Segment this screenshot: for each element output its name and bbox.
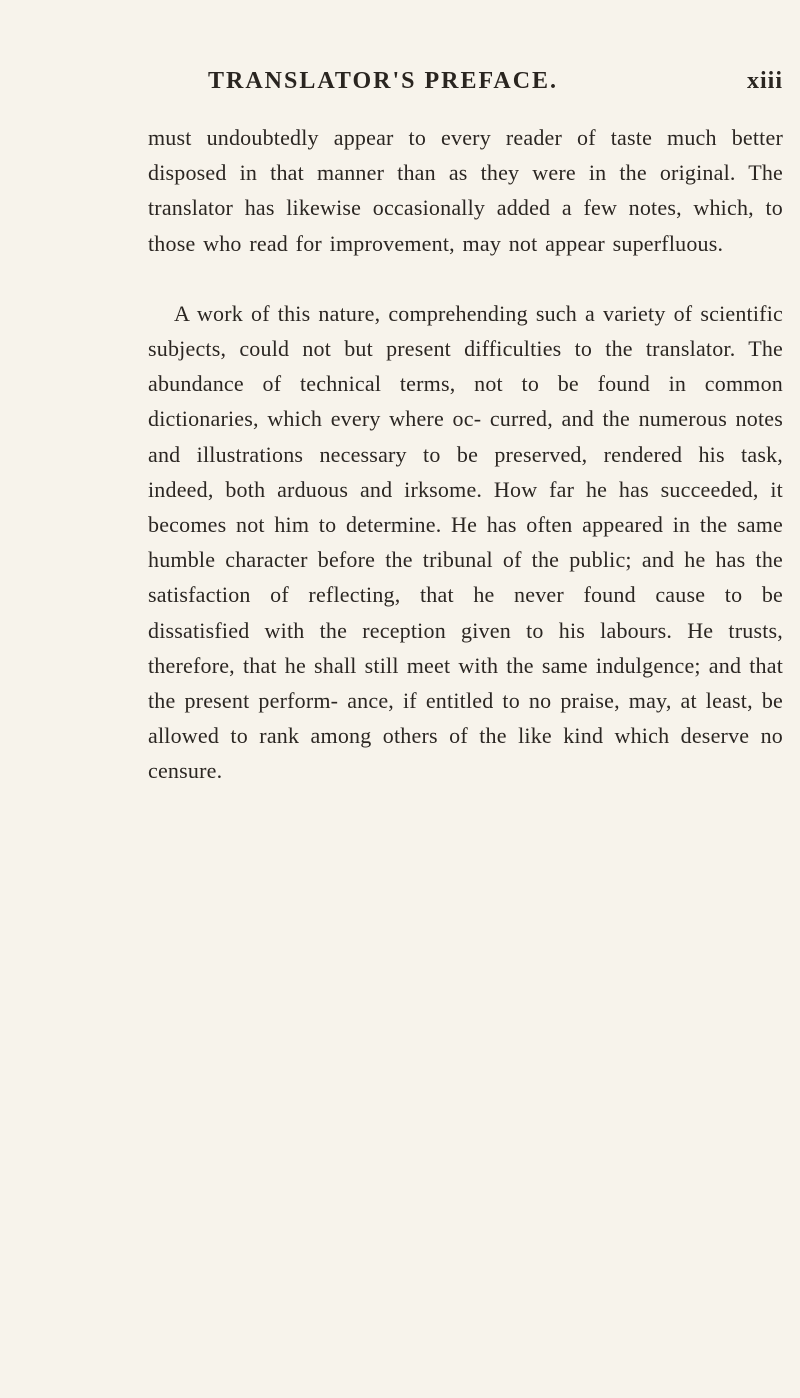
page-number: xiii <box>746 68 783 94</box>
body-text <box>148 120 783 789</box>
running-head <box>208 68 783 100</box>
running-head-title: TRANSLATOR'S PREFACE. <box>208 68 559 94</box>
paragraph-1: must undoubtedly appear to every reader of taste much better disposed in that manner than as they were in the original. The translator has likewise occasionally added a few notes, which, to those who read for improvement, may not appear superfluous. <box>148 125 783 256</box>
paragraph-2: A work of this nature, comprehending such a variety of scientific subjects, could not but present difficulties to the translator. The abundance of technical terms, not to be found in common dictionaries, which every where oc- curred, and the numerous notes and illustrations necessary to be preserved, rendered his task, indeed, both arduous and irksome. How far he has succeeded, it becomes not him to determine. He has often appeared in the same humble character before the tribunal of the public; and he has the satisfaction of reflecting, that he never found cause to be dissatisfied with the reception given to his labours. He trusts, therefore, that he shall still meet with the same indulgence; and that the present perform- ance, if entitled to no praise, may, at least, be allowed to rank among others of the like kind which deserve no censure. <box>148 300 783 784</box>
